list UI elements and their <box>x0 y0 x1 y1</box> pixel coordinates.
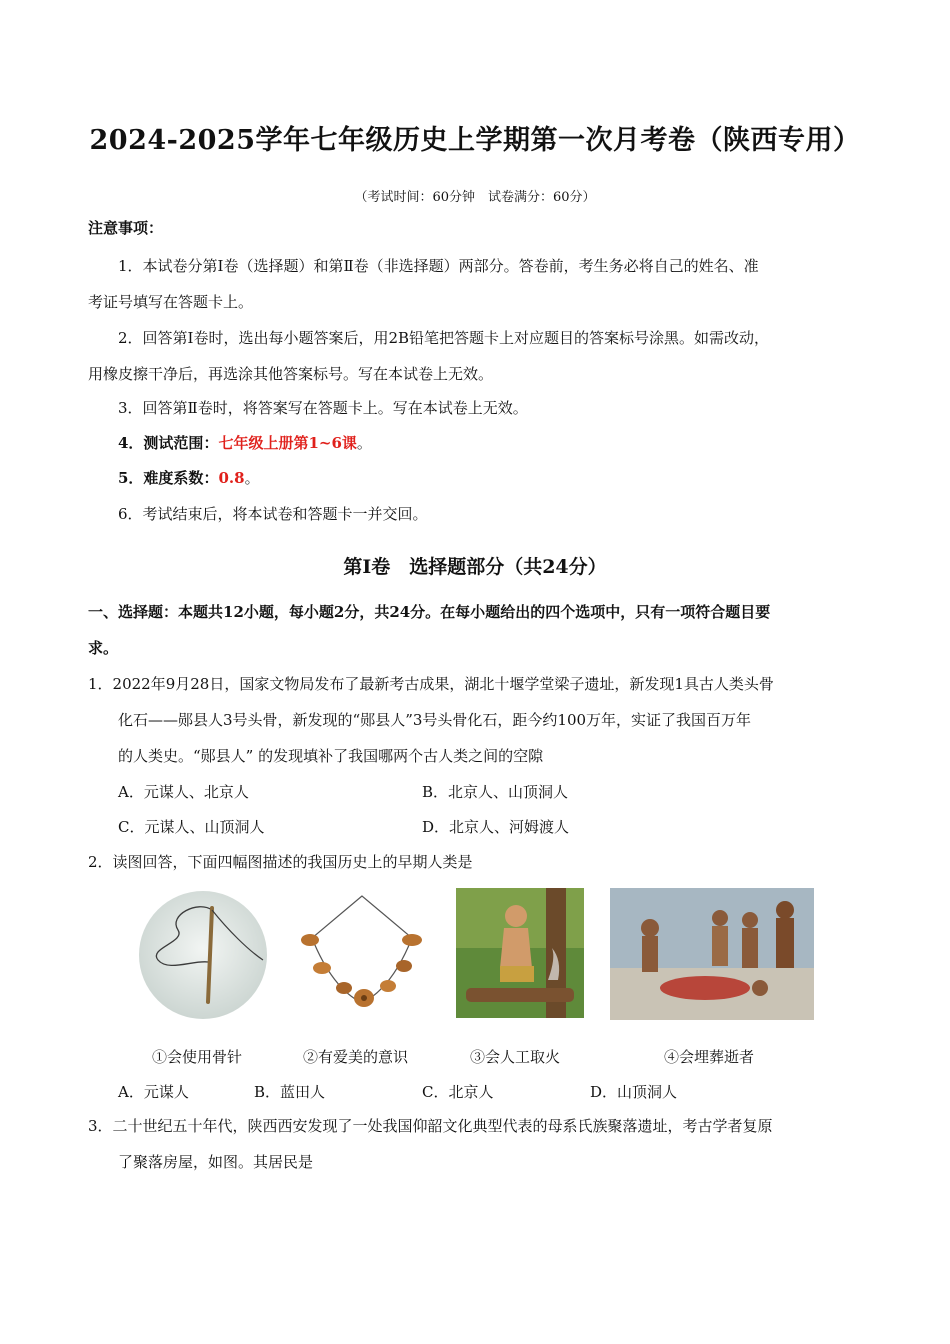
note-4 <box>118 433 372 453</box>
note-5 <box>118 468 260 488</box>
q1-option-c: C．元谋人、山顶洞人 <box>118 818 265 836</box>
q2-line-1: 2．读图回答，下面四幅图描述的我国历史上的早期人类是 <box>88 853 473 871</box>
section-title: 第Ⅰ卷 选择题部分（共24分） <box>343 556 607 578</box>
image-caption-1: ①会使用骨针 <box>152 1048 243 1066</box>
note-4-label: 4．测试范围： <box>118 434 219 452</box>
note-5-value: 0.8 <box>218 469 245 487</box>
q2-option-c: C．北京人 <box>422 1083 494 1101</box>
image-caption-4: ④会埋葬逝者 <box>664 1048 755 1066</box>
exam-subtitle: （考试时间：60分钟 试卷满分：60分） <box>354 190 596 205</box>
exam-title: 2024-2025学年七年级历史上学期第一次月考卷（陕西专用） <box>89 125 861 156</box>
note-1-line-1: 1．本试卷分第Ⅰ卷（选择题）和第Ⅱ卷（非选择题）两部分。答卷前，考生务必将自己的姓名、准 <box>118 257 759 275</box>
note-4-value: 七年级上册第1~6课 <box>218 434 357 452</box>
burial-scene-image <box>610 888 814 1020</box>
artificial-fire-image <box>456 888 584 1018</box>
bone-needle-image <box>138 890 268 1020</box>
image-caption-3: ③会人工取火 <box>470 1048 561 1066</box>
image-caption-2: ②有爱美的意识 <box>303 1048 409 1066</box>
note-5-end: 。 <box>244 469 260 487</box>
q1-line-3: 的人类史。“郧县人” 的发现填补了我国哪两个古人类之间的空隙 <box>118 747 544 765</box>
section-instruction-line-2: 求。 <box>88 639 119 657</box>
notes-heading: 注意事项： <box>88 219 164 237</box>
q2-option-a: A．元谋人 <box>118 1083 189 1101</box>
note-2-line-1: 2．回答第Ⅰ卷时，选出每小题答案后，用2B铅笔把答题卡上对应题目的答案标号涂黑。如需改动， <box>118 329 770 347</box>
q3-line-1: 3．二十世纪五十年代，陕西西安发现了一处我国仰韶文化典型代表的母系氏族聚落遗址，考古学者复原 <box>88 1117 773 1135</box>
section-instruction-line-1: 一、选择题：本题共12小题，每小题2分，共24分。在每小题给出的四个选项中，只有一项符合题目要 <box>88 603 771 621</box>
note-3: 3．回答第Ⅱ卷时，将答案写在答题卡上。写在本试卷上无效。 <box>118 399 528 417</box>
q1-option-d: D．北京人、河姆渡人 <box>422 818 570 836</box>
note-6: 6．考试结束后，将本试卷和答题卡一并交回。 <box>118 505 428 523</box>
q1-line-2: 化石——郧县人3号头骨，新发现的“郧县人”3号头骨化石，距今约100万年，实证了我国百万年 <box>118 711 752 729</box>
ornament-necklace-image <box>292 888 430 1018</box>
q1-option-b: B．北京人、山顶洞人 <box>422 783 569 801</box>
q1-option-a: A．元谋人、北京人 <box>118 783 249 801</box>
note-1-line-2: 考证号填写在答题卡上。 <box>88 293 254 311</box>
q1-line-1: 1．2022年9月28日，国家文物局发布了最新考古成果，湖北十堰学堂梁子遗址，新发现1具古人类头骨 <box>88 675 774 693</box>
note-5-label: 5．难度系数： <box>118 469 219 487</box>
q3-line-2: 了聚落房屋，如图。其居民是 <box>118 1153 314 1171</box>
q2-option-d: D．山顶洞人 <box>590 1083 678 1101</box>
note-4-end: 。 <box>356 434 372 452</box>
q2-option-b: B．蓝田人 <box>254 1083 326 1101</box>
note-2-line-2: 用橡皮擦干净后，再选涂其他答案标号。写在本试卷上无效。 <box>88 365 494 383</box>
